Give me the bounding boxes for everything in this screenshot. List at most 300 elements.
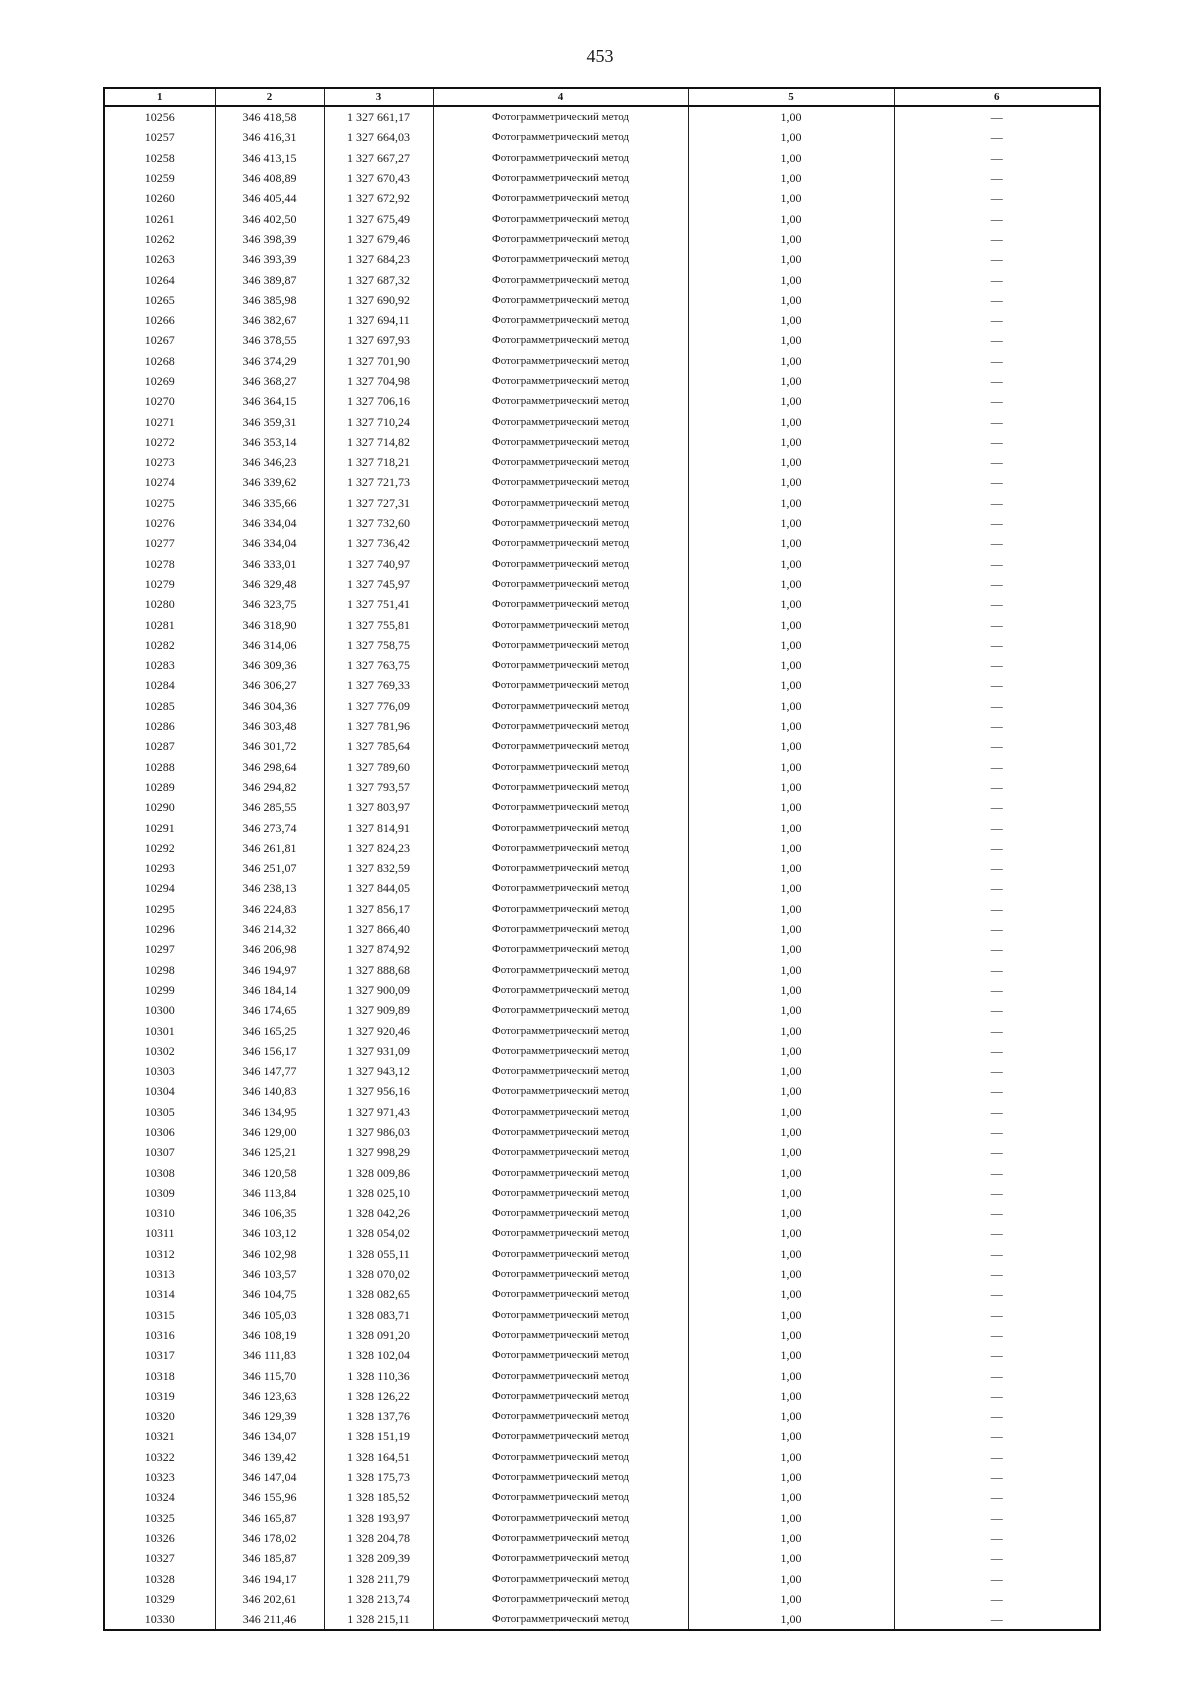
description-cell: — <box>894 696 1100 716</box>
method-cell: Фотограмметрический метод <box>433 594 688 614</box>
accuracy-cell: 1,00 <box>688 919 894 939</box>
x-coordinate-cell: 346 111,83 <box>215 1345 324 1365</box>
method-cell: Фотограмметрический метод <box>433 959 688 979</box>
x-coordinate-cell: 346 202,61 <box>215 1589 324 1609</box>
table-row <box>104 1020 1100 1040</box>
x-coordinate-cell: 346 285,55 <box>215 797 324 817</box>
table-row <box>104 1061 1100 1081</box>
accuracy-cell: 1,00 <box>688 1102 894 1122</box>
method-cell: Фотограмметрический метод <box>433 513 688 533</box>
y-coordinate-cell: 1 328 091,20 <box>324 1325 433 1345</box>
accuracy-cell: 1,00 <box>688 148 894 168</box>
point-number-cell: 10315 <box>104 1305 215 1325</box>
x-coordinate-cell: 346 129,00 <box>215 1122 324 1142</box>
table-row <box>104 1305 1100 1325</box>
description-cell: — <box>894 1203 1100 1223</box>
y-coordinate-cell: 1 327 832,59 <box>324 858 433 878</box>
y-coordinate-cell: 1 327 866,40 <box>324 919 433 939</box>
y-coordinate-cell: 1 327 687,32 <box>324 269 433 289</box>
x-coordinate-cell: 346 139,42 <box>215 1447 324 1467</box>
point-number-cell: 10277 <box>104 533 215 553</box>
accuracy-cell: 1,00 <box>688 1406 894 1426</box>
point-number-cell: 10283 <box>104 655 215 675</box>
method-cell: Фотограмметрический метод <box>433 1305 688 1325</box>
accuracy-cell: 1,00 <box>688 1548 894 1568</box>
y-coordinate-cell: 1 327 943,12 <box>324 1061 433 1081</box>
point-number-cell: 10284 <box>104 675 215 695</box>
table-row <box>104 1568 1100 1588</box>
description-cell: — <box>894 1426 1100 1446</box>
table-row <box>104 452 1100 472</box>
x-coordinate-cell: 346 398,39 <box>215 229 324 249</box>
table-row <box>104 675 1100 695</box>
table-row <box>104 249 1100 269</box>
table-row <box>104 838 1100 858</box>
x-coordinate-cell: 346 301,72 <box>215 736 324 756</box>
x-coordinate-cell: 346 374,29 <box>215 351 324 371</box>
point-number-cell: 10258 <box>104 148 215 168</box>
column-header-2: 2 <box>215 88 324 106</box>
accuracy-cell: 1,00 <box>688 330 894 350</box>
method-cell: Фотограмметрический метод <box>433 1345 688 1365</box>
point-number-cell: 10287 <box>104 736 215 756</box>
point-number-cell: 10311 <box>104 1223 215 1243</box>
table-row <box>104 817 1100 837</box>
x-coordinate-cell: 346 378,55 <box>215 330 324 350</box>
method-cell: Фотограмметрический метод <box>433 1325 688 1345</box>
method-cell: Фотограмметрический метод <box>433 858 688 878</box>
accuracy-cell: 1,00 <box>688 411 894 431</box>
point-number-cell: 10308 <box>104 1162 215 1182</box>
table-row <box>104 533 1100 553</box>
coordinates-table-container <box>103 87 1099 1631</box>
table-row <box>104 371 1100 391</box>
point-number-cell: 10317 <box>104 1345 215 1365</box>
x-coordinate-cell: 346 174,65 <box>215 1000 324 1020</box>
x-coordinate-cell: 346 129,39 <box>215 1406 324 1426</box>
method-cell: Фотограмметрический метод <box>433 493 688 513</box>
point-number-cell: 10278 <box>104 554 215 574</box>
table-row <box>104 1244 1100 1264</box>
method-cell: Фотограмметрический метод <box>433 1528 688 1548</box>
y-coordinate-cell: 1 328 215,11 <box>324 1609 433 1630</box>
method-cell: Фотограмметрический метод <box>433 716 688 736</box>
x-coordinate-cell: 346 140,83 <box>215 1081 324 1101</box>
point-number-cell: 10301 <box>104 1020 215 1040</box>
point-number-cell: 10257 <box>104 127 215 147</box>
point-number-cell: 10271 <box>104 411 215 431</box>
x-coordinate-cell: 346 368,27 <box>215 371 324 391</box>
y-coordinate-cell: 1 327 971,43 <box>324 1102 433 1122</box>
accuracy-cell: 1,00 <box>688 1386 894 1406</box>
accuracy-cell: 1,00 <box>688 1487 894 1507</box>
table-row <box>104 1203 1100 1223</box>
table-row <box>104 1548 1100 1568</box>
x-coordinate-cell: 346 238,13 <box>215 878 324 898</box>
table-row <box>104 939 1100 959</box>
x-coordinate-cell: 346 261,81 <box>215 838 324 858</box>
y-coordinate-cell: 1 328 185,52 <box>324 1487 433 1507</box>
method-cell: Фотограмметрический метод <box>433 1081 688 1101</box>
method-cell: Фотограмметрический метод <box>433 188 688 208</box>
method-cell: Фотограмметрический метод <box>433 675 688 695</box>
y-coordinate-cell: 1 327 736,42 <box>324 533 433 553</box>
point-number-cell: 10285 <box>104 696 215 716</box>
x-coordinate-cell: 346 393,39 <box>215 249 324 269</box>
x-coordinate-cell: 346 125,21 <box>215 1142 324 1162</box>
description-cell: — <box>894 1386 1100 1406</box>
x-coordinate-cell: 346 147,77 <box>215 1061 324 1081</box>
method-cell: Фотограмметрический метод <box>433 148 688 168</box>
table-row <box>104 432 1100 452</box>
accuracy-cell: 1,00 <box>688 959 894 979</box>
point-number-cell: 10268 <box>104 351 215 371</box>
description-cell: — <box>894 980 1100 1000</box>
x-coordinate-cell: 346 339,62 <box>215 472 324 492</box>
point-number-cell: 10266 <box>104 310 215 330</box>
accuracy-cell: 1,00 <box>688 1447 894 1467</box>
accuracy-cell: 1,00 <box>688 127 894 147</box>
method-cell: Фотограмметрический метод <box>433 533 688 553</box>
table-row <box>104 1447 1100 1467</box>
y-coordinate-cell: 1 328 042,26 <box>324 1203 433 1223</box>
x-coordinate-cell: 346 104,75 <box>215 1284 324 1304</box>
method-cell: Фотограмметрический метод <box>433 1102 688 1122</box>
accuracy-cell: 1,00 <box>688 1568 894 1588</box>
method-cell: Фотограмметрический метод <box>433 452 688 472</box>
description-cell: — <box>894 148 1100 168</box>
y-coordinate-cell: 1 327 755,81 <box>324 614 433 634</box>
table-row <box>104 1467 1100 1487</box>
accuracy-cell: 1,00 <box>688 1203 894 1223</box>
accuracy-cell: 1,00 <box>688 1020 894 1040</box>
description-cell: — <box>894 249 1100 269</box>
accuracy-cell: 1,00 <box>688 878 894 898</box>
description-cell: — <box>894 1325 1100 1345</box>
x-coordinate-cell: 346 102,98 <box>215 1244 324 1264</box>
description-cell: — <box>894 330 1100 350</box>
description-cell: — <box>894 208 1100 228</box>
accuracy-cell: 1,00 <box>688 838 894 858</box>
description-cell: — <box>894 1041 1100 1061</box>
point-number-cell: 10259 <box>104 168 215 188</box>
table-row <box>104 411 1100 431</box>
accuracy-cell: 1,00 <box>688 1244 894 1264</box>
description-cell: — <box>894 1507 1100 1527</box>
method-cell: Фотограмметрический метод <box>433 1365 688 1385</box>
description-cell: — <box>894 493 1100 513</box>
y-coordinate-cell: 1 327 781,96 <box>324 716 433 736</box>
method-cell: Фотограмметрический метод <box>433 696 688 716</box>
x-coordinate-cell: 346 134,07 <box>215 1426 324 1446</box>
x-coordinate-cell: 346 346,23 <box>215 452 324 472</box>
description-cell: — <box>894 1528 1100 1548</box>
point-number-cell: 10313 <box>104 1264 215 1284</box>
accuracy-cell: 1,00 <box>688 1081 894 1101</box>
description-cell: — <box>894 1284 1100 1304</box>
y-coordinate-cell: 1 327 856,17 <box>324 899 433 919</box>
method-cell: Фотограмметрический метод <box>433 1122 688 1142</box>
point-number-cell: 10325 <box>104 1507 215 1527</box>
y-coordinate-cell: 1 328 175,73 <box>324 1467 433 1487</box>
method-cell: Фотограмметрический метод <box>433 1487 688 1507</box>
description-cell: — <box>894 188 1100 208</box>
table-row <box>104 188 1100 208</box>
point-number-cell: 10307 <box>104 1142 215 1162</box>
description-cell: — <box>894 1467 1100 1487</box>
column-header-5: 5 <box>688 88 894 106</box>
description-cell: — <box>894 797 1100 817</box>
x-coordinate-cell: 346 389,87 <box>215 269 324 289</box>
accuracy-cell: 1,00 <box>688 1345 894 1365</box>
table-row <box>104 330 1100 350</box>
accuracy-cell: 1,00 <box>688 1365 894 1385</box>
accuracy-cell: 1,00 <box>688 106 894 127</box>
accuracy-cell: 1,00 <box>688 1467 894 1487</box>
description-cell: — <box>894 533 1100 553</box>
description-cell: — <box>894 1548 1100 1568</box>
point-number-cell: 10296 <box>104 919 215 939</box>
y-coordinate-cell: 1 327 931,09 <box>324 1041 433 1061</box>
y-coordinate-cell: 1 327 672,92 <box>324 188 433 208</box>
table-header-row <box>104 88 1100 106</box>
point-number-cell: 10292 <box>104 838 215 858</box>
method-cell: Фотограмметрический метод <box>433 310 688 330</box>
point-number-cell: 10263 <box>104 249 215 269</box>
description-cell: — <box>894 675 1100 695</box>
accuracy-cell: 1,00 <box>688 249 894 269</box>
accuracy-cell: 1,00 <box>688 310 894 330</box>
description-cell: — <box>894 290 1100 310</box>
table-row <box>104 1264 1100 1284</box>
accuracy-cell: 1,00 <box>688 1528 894 1548</box>
description-cell: — <box>894 736 1100 756</box>
method-cell: Фотограмметрический метод <box>433 1284 688 1304</box>
x-coordinate-cell: 346 184,14 <box>215 980 324 1000</box>
table-row <box>104 1081 1100 1101</box>
table-row <box>104 696 1100 716</box>
x-coordinate-cell: 346 298,64 <box>215 757 324 777</box>
table-row <box>104 959 1100 979</box>
table-row <box>104 269 1100 289</box>
point-number-cell: 10300 <box>104 1000 215 1020</box>
accuracy-cell: 1,00 <box>688 797 894 817</box>
y-coordinate-cell: 1 327 769,33 <box>324 675 433 695</box>
table-body <box>104 106 1100 1630</box>
description-cell: — <box>894 1162 1100 1182</box>
x-coordinate-cell: 346 402,50 <box>215 208 324 228</box>
method-cell: Фотограмметрический метод <box>433 736 688 756</box>
method-cell: Фотограмметрический метод <box>433 574 688 594</box>
point-number-cell: 10319 <box>104 1386 215 1406</box>
table-row <box>104 1000 1100 1020</box>
description-cell: — <box>894 269 1100 289</box>
point-number-cell: 10324 <box>104 1487 215 1507</box>
method-cell: Фотограмметрический метод <box>433 168 688 188</box>
y-coordinate-cell: 1 327 679,46 <box>324 229 433 249</box>
point-number-cell: 10295 <box>104 899 215 919</box>
description-cell: — <box>894 310 1100 330</box>
x-coordinate-cell: 346 334,04 <box>215 513 324 533</box>
method-cell: Фотограмметрический метод <box>433 1244 688 1264</box>
point-number-cell: 10280 <box>104 594 215 614</box>
accuracy-cell: 1,00 <box>688 452 894 472</box>
page-number: 453 <box>586 46 614 66</box>
table-row <box>104 797 1100 817</box>
table-row <box>104 391 1100 411</box>
description-cell: — <box>894 391 1100 411</box>
y-coordinate-cell: 1 327 714,82 <box>324 432 433 452</box>
y-coordinate-cell: 1 327 998,29 <box>324 1142 433 1162</box>
description-cell: — <box>894 574 1100 594</box>
description-cell: — <box>894 1000 1100 1020</box>
method-cell: Фотограмметрический метод <box>433 635 688 655</box>
accuracy-cell: 1,00 <box>688 1000 894 1020</box>
table-row <box>104 757 1100 777</box>
accuracy-cell: 1,00 <box>688 1041 894 1061</box>
description-cell: — <box>894 614 1100 634</box>
method-cell: Фотограмметрический метод <box>433 411 688 431</box>
point-number-cell: 10275 <box>104 493 215 513</box>
method-cell: Фотограмметрический метод <box>433 1386 688 1406</box>
y-coordinate-cell: 1 327 701,90 <box>324 351 433 371</box>
description-cell: — <box>894 371 1100 391</box>
table-row <box>104 1223 1100 1243</box>
table-row <box>104 1426 1100 1446</box>
description-cell: — <box>894 432 1100 452</box>
column-header-3: 3 <box>324 88 433 106</box>
accuracy-cell: 1,00 <box>688 655 894 675</box>
description-cell: — <box>894 817 1100 837</box>
accuracy-cell: 1,00 <box>688 716 894 736</box>
accuracy-cell: 1,00 <box>688 1507 894 1527</box>
method-cell: Фотограмметрический метод <box>433 1609 688 1630</box>
description-cell: — <box>894 1589 1100 1609</box>
description-cell: — <box>894 106 1100 127</box>
method-cell: Фотограмметрический метод <box>433 208 688 228</box>
x-coordinate-cell: 346 155,96 <box>215 1487 324 1507</box>
accuracy-cell: 1,00 <box>688 493 894 513</box>
description-cell: — <box>894 1142 1100 1162</box>
description-cell: — <box>894 878 1100 898</box>
point-number-cell: 10322 <box>104 1447 215 1467</box>
accuracy-cell: 1,00 <box>688 1426 894 1446</box>
table-row <box>104 1325 1100 1345</box>
y-coordinate-cell: 1 327 710,24 <box>324 411 433 431</box>
description-cell: — <box>894 1020 1100 1040</box>
point-number-cell: 10291 <box>104 817 215 837</box>
point-number-cell: 10267 <box>104 330 215 350</box>
x-coordinate-cell: 346 333,01 <box>215 554 324 574</box>
point-number-cell: 10304 <box>104 1081 215 1101</box>
y-coordinate-cell: 1 327 694,11 <box>324 310 433 330</box>
method-cell: Фотограмметрический метод <box>433 371 688 391</box>
description-cell: — <box>894 655 1100 675</box>
table-row <box>104 574 1100 594</box>
table-row <box>104 655 1100 675</box>
method-cell: Фотограмметрический метод <box>433 777 688 797</box>
accuracy-cell: 1,00 <box>688 1122 894 1142</box>
y-coordinate-cell: 1 327 675,49 <box>324 208 433 228</box>
accuracy-cell: 1,00 <box>688 1264 894 1284</box>
accuracy-cell: 1,00 <box>688 858 894 878</box>
description-cell: — <box>894 635 1100 655</box>
y-coordinate-cell: 1 328 193,97 <box>324 1507 433 1527</box>
description-cell: — <box>894 1447 1100 1467</box>
description-cell: — <box>894 777 1100 797</box>
accuracy-cell: 1,00 <box>688 229 894 249</box>
x-coordinate-cell: 346 353,14 <box>215 432 324 452</box>
table-row <box>104 513 1100 533</box>
method-cell: Фотограмметрический метод <box>433 1426 688 1446</box>
method-cell: Фотограмметрический метод <box>433 1568 688 1588</box>
point-number-cell: 10289 <box>104 777 215 797</box>
accuracy-cell: 1,00 <box>688 533 894 553</box>
description-cell: — <box>894 452 1100 472</box>
coordinates-table <box>103 87 1101 1631</box>
accuracy-cell: 1,00 <box>688 574 894 594</box>
point-number-cell: 10318 <box>104 1365 215 1385</box>
method-cell: Фотограмметрический метод <box>433 1041 688 1061</box>
y-coordinate-cell: 1 327 732,60 <box>324 513 433 533</box>
table-row <box>104 493 1100 513</box>
point-number-cell: 10264 <box>104 269 215 289</box>
table-row <box>104 148 1100 168</box>
accuracy-cell: 1,00 <box>688 1589 894 1609</box>
y-coordinate-cell: 1 327 920,46 <box>324 1020 433 1040</box>
y-coordinate-cell: 1 328 055,11 <box>324 1244 433 1264</box>
accuracy-cell: 1,00 <box>688 980 894 1000</box>
point-number-cell: 10269 <box>104 371 215 391</box>
point-number-cell: 10299 <box>104 980 215 1000</box>
description-cell: — <box>894 1305 1100 1325</box>
description-cell: — <box>894 1102 1100 1122</box>
method-cell: Фотограмметрический метод <box>433 269 688 289</box>
accuracy-cell: 1,00 <box>688 736 894 756</box>
table-row <box>104 1507 1100 1527</box>
y-coordinate-cell: 1 327 727,31 <box>324 493 433 513</box>
table-row <box>104 594 1100 614</box>
accuracy-cell: 1,00 <box>688 188 894 208</box>
method-cell: Фотограмметрический метод <box>433 1406 688 1426</box>
point-number-cell: 10256 <box>104 106 215 127</box>
table-row <box>104 1183 1100 1203</box>
x-coordinate-cell: 346 214,32 <box>215 919 324 939</box>
point-number-cell: 10303 <box>104 1061 215 1081</box>
y-coordinate-cell: 1 328 025,10 <box>324 1183 433 1203</box>
accuracy-cell: 1,00 <box>688 472 894 492</box>
accuracy-cell: 1,00 <box>688 290 894 310</box>
x-coordinate-cell: 346 103,12 <box>215 1223 324 1243</box>
accuracy-cell: 1,00 <box>688 899 894 919</box>
x-coordinate-cell: 346 294,82 <box>215 777 324 797</box>
description-cell: — <box>894 1244 1100 1264</box>
accuracy-cell: 1,00 <box>688 1223 894 1243</box>
table-row <box>104 777 1100 797</box>
point-number-cell: 10281 <box>104 614 215 634</box>
accuracy-cell: 1,00 <box>688 757 894 777</box>
table-row <box>104 229 1100 249</box>
table-row <box>104 1609 1100 1630</box>
y-coordinate-cell: 1 327 803,97 <box>324 797 433 817</box>
column-header-6: 6 <box>894 88 1100 106</box>
accuracy-cell: 1,00 <box>688 1284 894 1304</box>
method-cell: Фотограмметрический метод <box>433 1000 688 1020</box>
table-row <box>104 1406 1100 1426</box>
point-number-cell: 10321 <box>104 1426 215 1446</box>
point-number-cell: 10312 <box>104 1244 215 1264</box>
table-row <box>104 290 1100 310</box>
